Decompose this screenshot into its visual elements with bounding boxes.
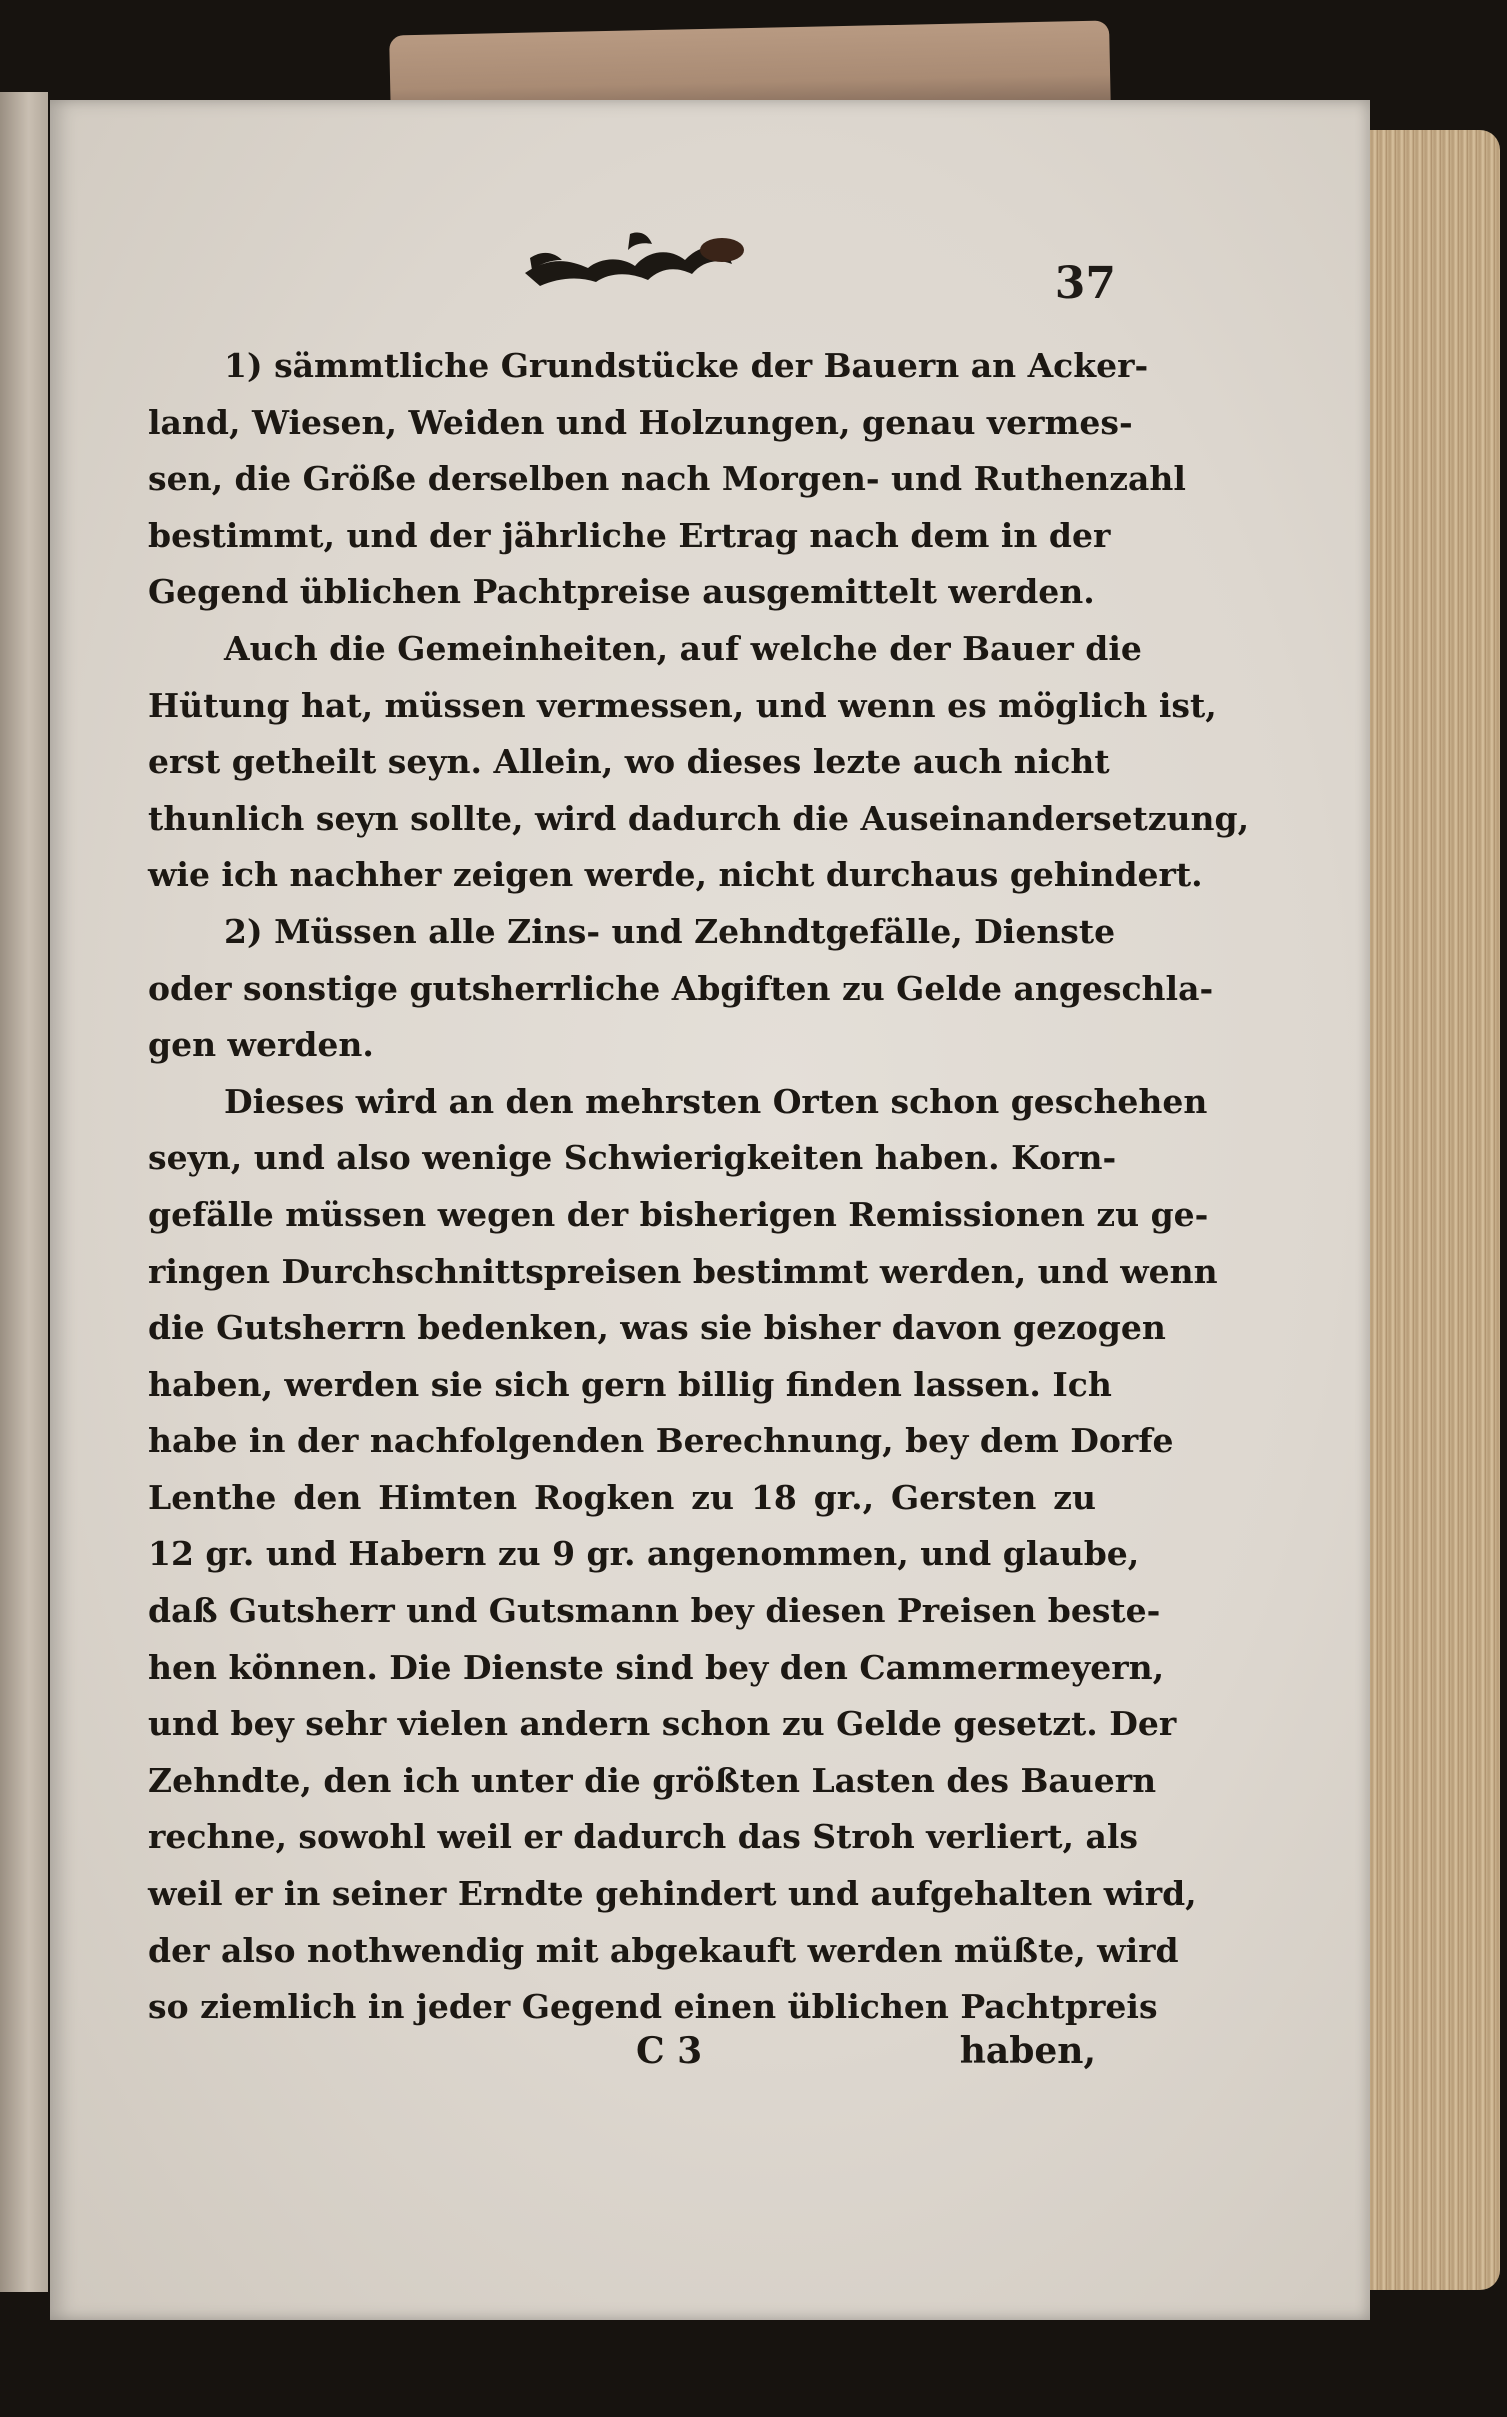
text-line: Zehndte, den ich unter die größten Lasten des Bauern — [148, 1760, 1157, 1800]
text-line: Auch die Gemeinheiten, auf welche der Bauer die — [224, 628, 1142, 668]
catchword: haben, — [959, 2030, 1096, 2072]
signature-mark: C 3 — [636, 2030, 703, 2072]
text-line: Gegend üblichen Pachtpreise ausgemittelt werden. — [148, 572, 1095, 612]
body-text — [148, 338, 1250, 2036]
text-line: rechne, sowohl weil er dadurch das Stroh verliert, als — [148, 1817, 1138, 1857]
text-line: land, Wiesen, Weiden und Holzungen, genau vermes- — [148, 402, 1133, 442]
facing-page-edge — [0, 92, 48, 2292]
text-line: und bey sehr vielen andern schon zu Gelde gesetzt. Der — [148, 1704, 1177, 1744]
page-number: 37 — [1054, 258, 1116, 309]
text-line: der also nothwendig mit abgekauft werden müßte, wird — [148, 1930, 1179, 1970]
text-line: 12 gr. und Habern zu 9 gr. angenommen, und glaube, — [148, 1534, 1140, 1574]
text-line: Lenthe den Himten Rogken zu 18 gr., Gersten zu — [148, 1477, 1096, 1517]
text-line: 1) sämmtliche Grundstücke der Bauern an Acker- — [224, 346, 1149, 385]
text-line: weil er in seiner Erndte gehindert und aufgehalten wird, — [148, 1874, 1197, 1914]
text-line: thunlich seyn sollte, wird dadurch die Auseinandersetzung, — [148, 798, 1250, 838]
text-line: sen, die Größe derselben nach Morgen- und Ruthenzahl — [148, 459, 1186, 499]
book-page-edges — [1360, 130, 1500, 2290]
text-line: oder sonstige gutsherrliche Abgiften zu Gelde angeschla- — [148, 968, 1214, 1008]
text-line: erst getheilt seyn. Allein, wo dieses lezte auch nicht — [148, 742, 1110, 782]
text-line: haben, werden sie sich gern billig finden lassen. Ich — [148, 1364, 1112, 1404]
text-line: so ziemlich in jeder Gegend einen üblichen Pachtpreis — [148, 1987, 1158, 2027]
text-line: die Gutsherrn bedenken, was sie bisher davon gezogen — [148, 1308, 1166, 1348]
page-footer — [148, 2030, 1096, 2090]
text-line: daß Gutsherr und Gutsmann bey diesen Preisen beste- — [148, 1591, 1161, 1631]
text-line: ringen Durchschnittspreisen bestimmt werden, und wenn — [148, 1251, 1218, 1291]
printers-ornament-icon — [470, 138, 780, 308]
text-line: bestimmt, und der jährliche Ertrag nach dem in der — [148, 515, 1111, 555]
text-line: Hütung hat, müssen vermessen, und wenn es möglich ist, — [148, 685, 1217, 725]
text-line: gefälle müssen wegen der bisherigen Remissionen zu ge- — [148, 1194, 1209, 1234]
text-line: wie ich nachher zeigen werde, nicht durchaus gehindert. — [148, 855, 1203, 895]
text-line: Dieses wird an den mehrsten Orten schon geschehen — [224, 1081, 1208, 1121]
text-line: habe in der nachfolgenden Berechnung, bey dem Dorfe — [148, 1421, 1174, 1461]
text-line: hen können. Die Dienste sind bey den Cammermeyern, — [148, 1647, 1165, 1687]
text-line: gen werden. — [148, 1025, 374, 1065]
text-line: seyn, und also wenige Schwierigkeiten haben. Korn- — [148, 1138, 1117, 1178]
text-line: 2) Müssen alle Zins- und Zehndtgefälle, Dienste — [224, 911, 1116, 951]
